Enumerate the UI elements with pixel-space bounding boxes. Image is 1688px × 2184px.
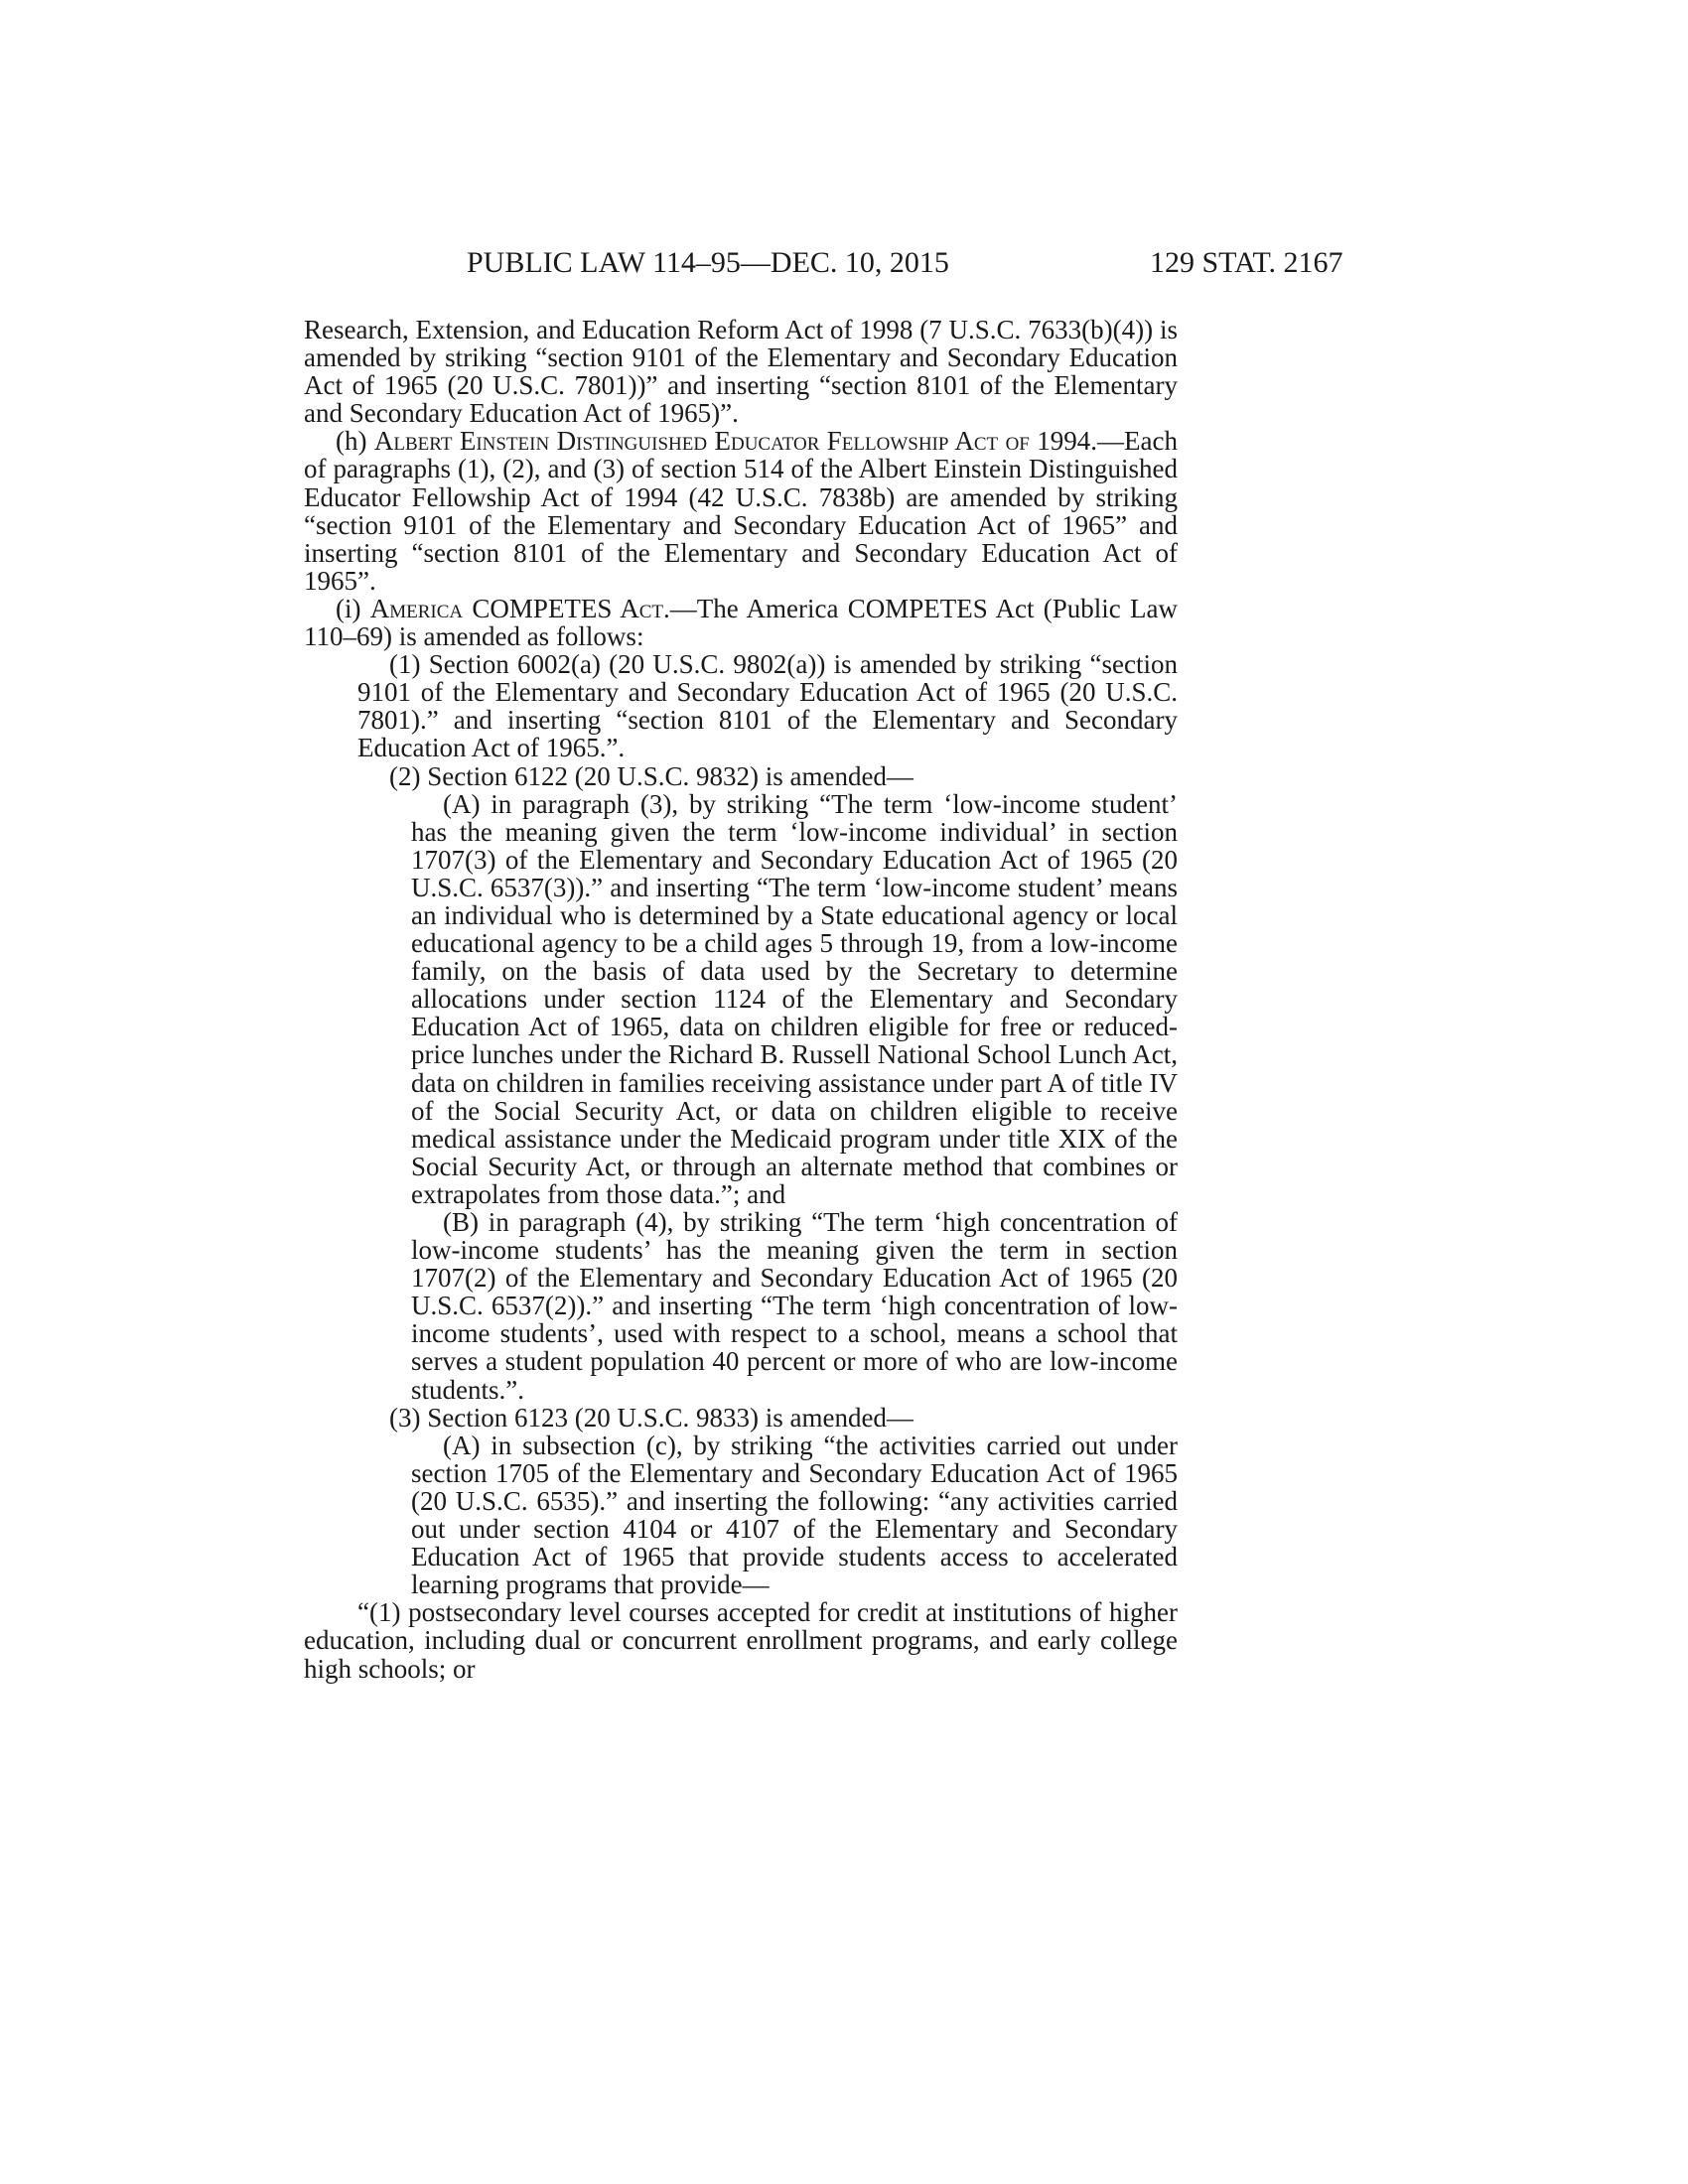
paragraph-continued: Research, Extension, and Education Reform Act of 1998 (7 U.S.C. 7633(b)(4)) is amended by striking “section 9101 of the Elementary and Secondary Education Act of 1965 (20 U.S.C. 7801))” and inserting “section 8101 of the Elementary and Secondary Education Act of 1965)”. [304,315,1178,429]
paragraph-2: (2) Section 6122 (20 U.S.C. 9832) is amended— [389,760,914,791]
paragraph-h-heading: Albert Einstein Distinguished Educator Fellowship Act of 1994. [373,426,1098,457]
page-header-stat: 129 STAT. 2167 [1150,246,1343,279]
paragraph-h-text: —Each of paragraphs (1), (2), and (3) of section 514 of the Albert Einstein Distinguished Educator Fellowship Act of 1994 (42 U.S.C. 7838b) are amended by striking “section 9101 of the Elementary and Secondary Education Act of 1965” and inserting “section 8101 of the Elementary and Secondary Education Act of 1965”. [304,426,1178,596]
paragraph-i [304,595,1178,650]
paragraph-i-heading: America COMPETES Act. [369,593,670,623]
paragraph-3-A: (A) in subsection (c), by striking “the activities carried out under section 1705 of the Elementary and Secondary Education Act of 1965 (20 U.S.C. 6535).” and inserting the following: “any activities carried out under section 4104 or 4107 of the Elementary and Secondary Education Act of 1965 that provide students access to accelerated learning programs that provide— [411,1430,1178,1600]
document-body [304,316,1178,1683]
paragraph-1: (1) Section 6002(a) (20 U.S.C. 9802(a)) is amended by striking “section 9101 of the Elementary and Secondary Education Act of 1965 (20 U.S.C. 7801).” and inserting “section 8101 of the Elementary and Secondary Education Act of 1965.”. [357,649,1178,763]
paragraph-quoted-1: “(1) postsecondary level courses accepted for credit at institutions of higher education, including dual or concurrent enrollment programs, and early college high schools; or [304,1597,1178,1684]
paragraph-i-prefix: (i) [336,593,370,623]
paragraph-h-prefix: (h) [336,426,374,457]
paragraph-h [304,427,1178,595]
page-header-title: PUBLIC LAW 114–95—DEC. 10, 2015 [467,246,949,279]
paragraph-3: (3) Section 6123 (20 U.S.C. 9833) is amended— [389,1402,914,1433]
paragraph-i-text: —The America COMPETES Act (Public Law 110–69) is amended as follows: [304,593,1178,652]
paragraph-2-B: (B) in paragraph (4), by striking “The term ‘high concentration of low-income students’ has the meaning given the term in section 1707(2) of the Elementary and Secondary Education Act of 1965 (20 U.S.C. 6537(2)).” and inserting “The term ‘high concentration of low-income students’, used with respect to a school, means a school that serves a student population 40 percent or more of who are low-income students.”. [411,1207,1178,1405]
paragraph-2-A: (A) in paragraph (3), by striking “The term ‘low-income student’ has the meaning given the term ‘low-income individual’ in section 1707(3) of the Elementary and Secondary Education Act of 1965 (20 U.S.C. 6537(3)).” and inserting “The term ‘low-income student’ means an individual who is determined by a State educational agency or local educational agency to be a child ages 5 through 19, from a low-income family, on the basis of data used by the Secretary to determine allocations under section 1124 of the Elementary and Secondary Education Act of 1965, data on children eligible for free or reduced-price lunches under the Richard B. Russell National School Lunch Act, data on children in families receiving assistance under part A of title IV of the Social Security Act, or data on children eligible to receive medical assistance under the Medicaid program under title XIX of the Social Security Act, or through an alternate method that combines or extrapolates from those data.”; and [411,788,1178,1209]
